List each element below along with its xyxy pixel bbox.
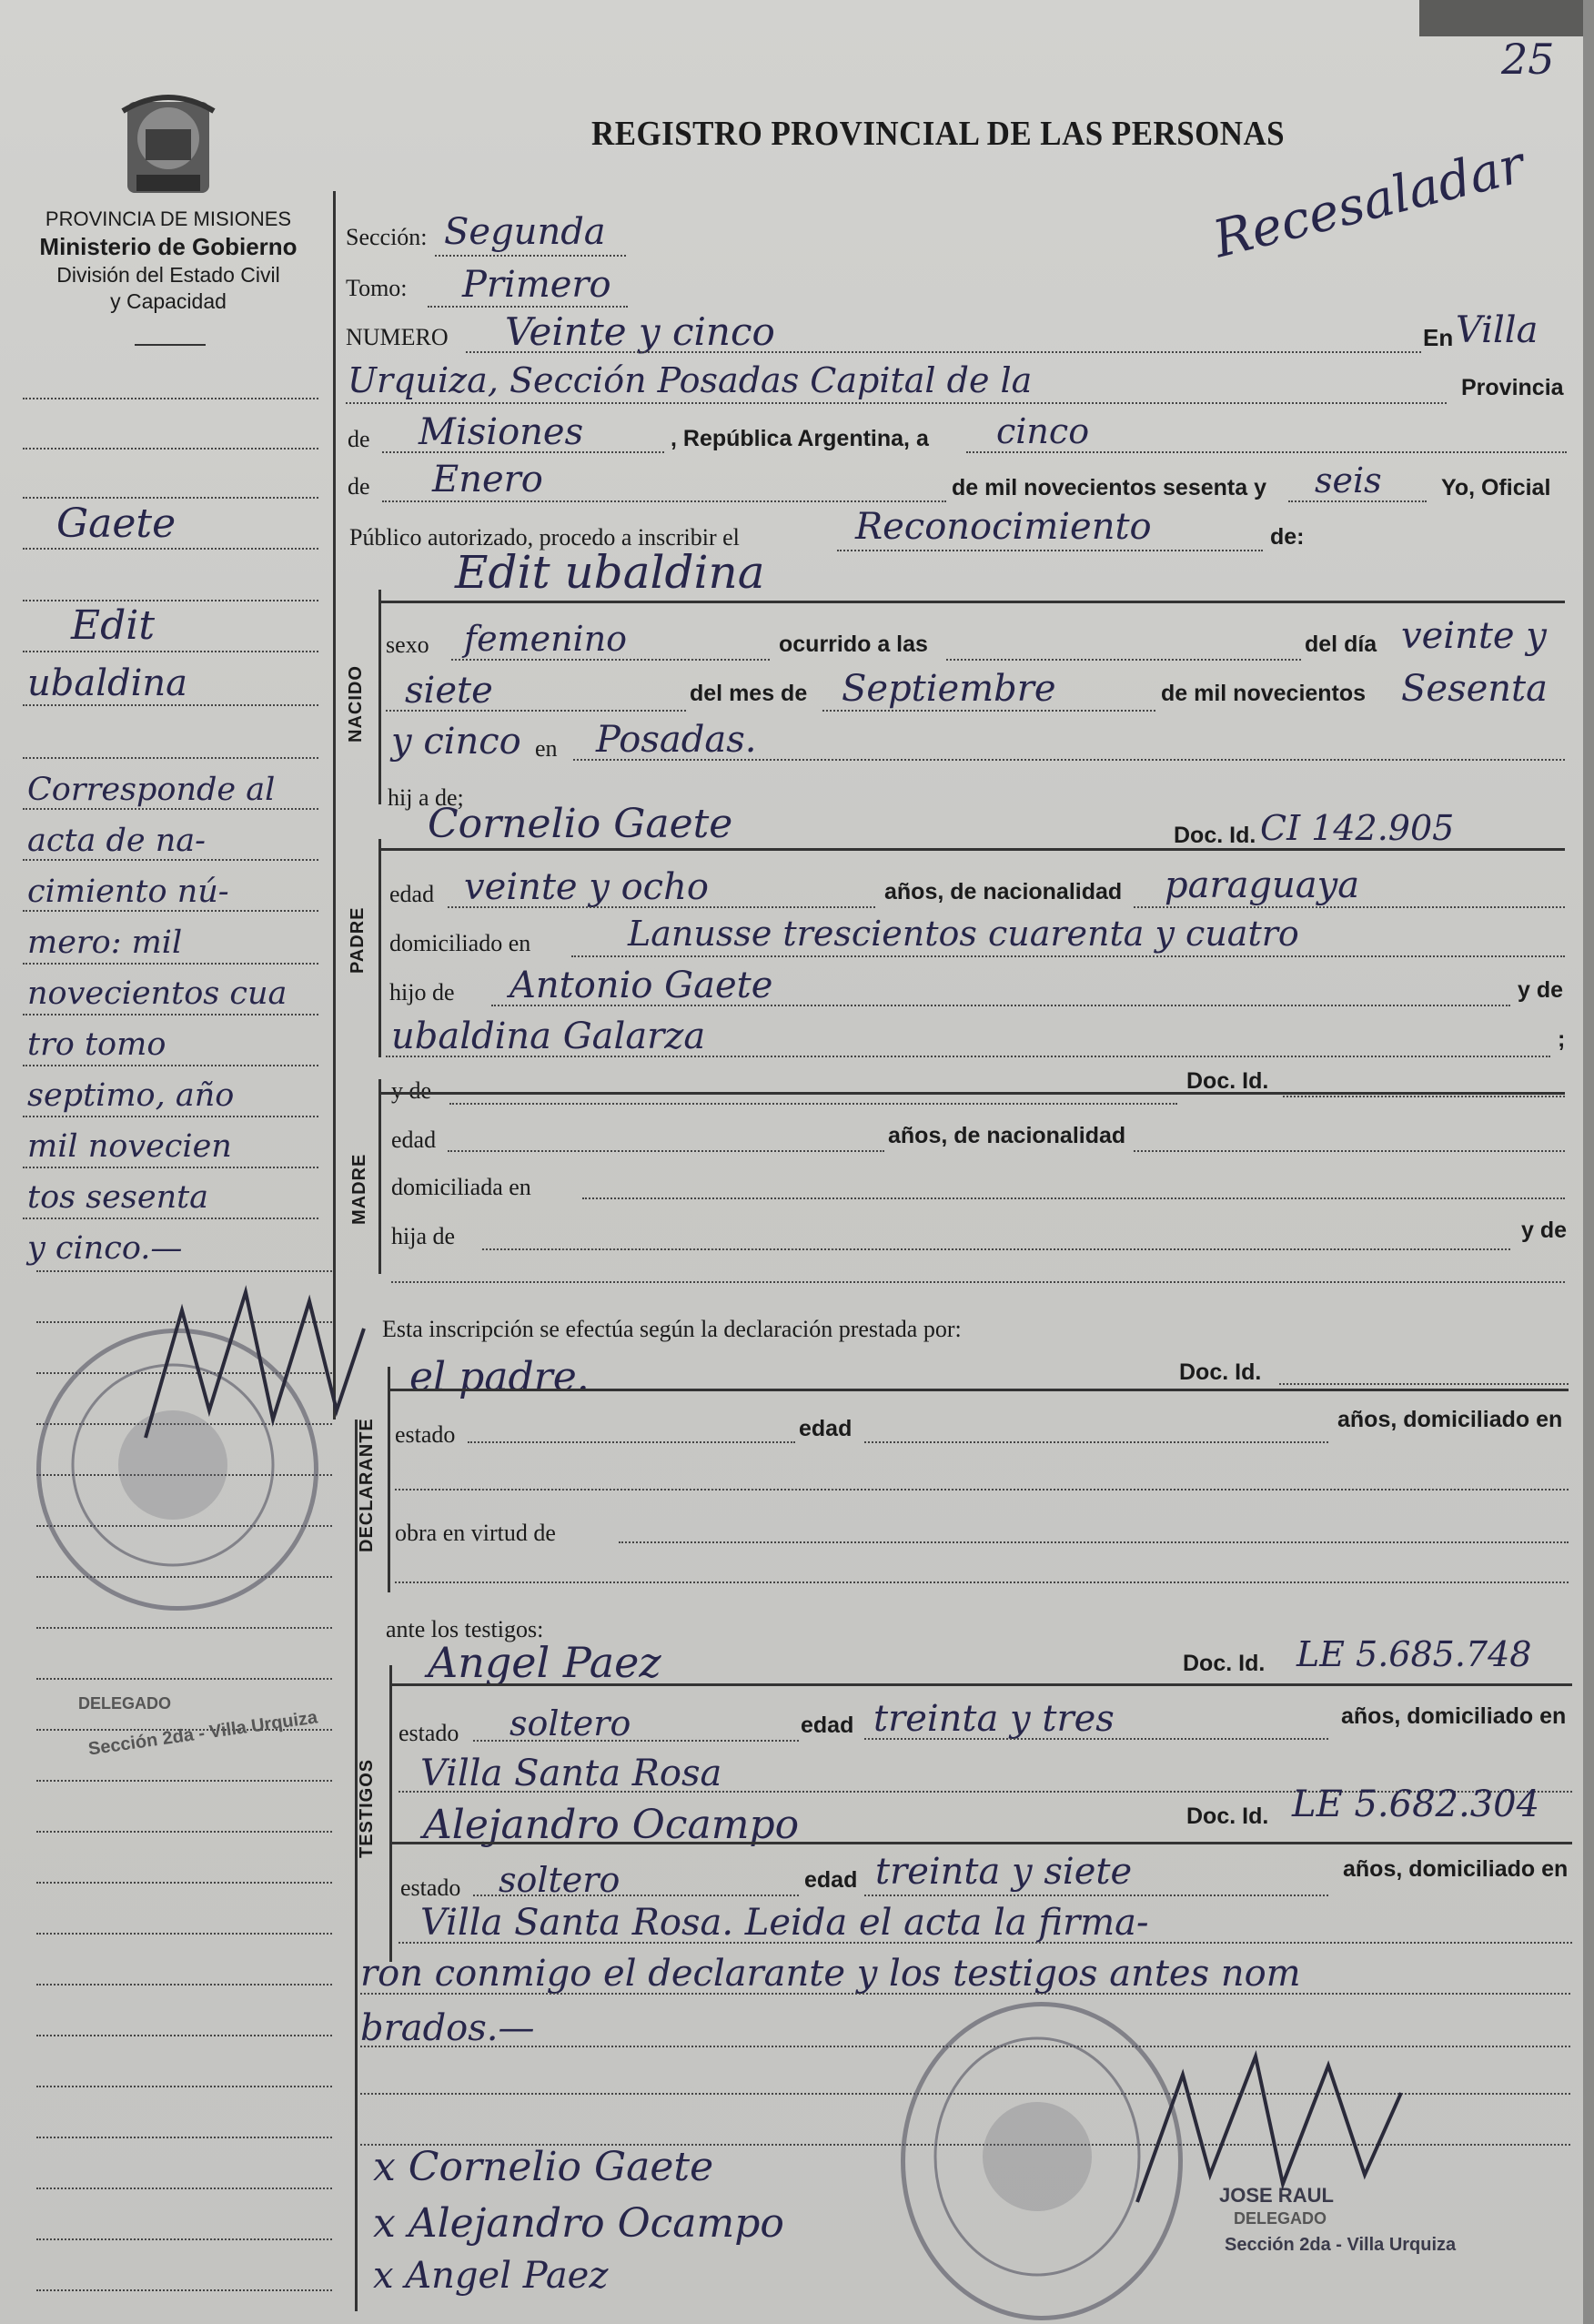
mother-nationality-label: años, de nacionalidad <box>888 1123 1126 1148</box>
witness-1-domicile-label: años, domiciliado en <box>1341 1703 1567 1729</box>
section-label: Sección: <box>346 224 428 250</box>
republica-label: , República Argentina, a <box>671 426 929 451</box>
margin-second-name: ubaldina <box>27 662 188 704</box>
padre-bracket <box>378 839 381 1057</box>
number-value: Veinte y cinco <box>505 309 775 354</box>
witness-2-doc: LE 5.682.304 <box>1292 1783 1540 1825</box>
father-nationality-value: paraguaya <box>1165 864 1360 906</box>
official-name: JOSE RAUL <box>1219 2184 1334 2207</box>
year-label: de mil novecientos sesenta y <box>952 475 1266 500</box>
header-divider <box>135 344 206 346</box>
division-label: División del Estado Civil <box>56 263 280 287</box>
ocurrido-label: ocurrido a las <box>779 632 928 657</box>
margin-note-line: septimo, año <box>27 1077 235 1114</box>
act-type-value: Reconocimiento <box>855 506 1152 548</box>
margin-note-line: mil novecien <box>27 1128 232 1165</box>
hijo-label: hij a de; <box>388 784 464 811</box>
de-colon-label: de: <box>1270 524 1305 550</box>
margin-note-line: y cinco.— <box>27 1230 183 1267</box>
madre-label: MADRE <box>349 1153 369 1225</box>
birth-year-label: de mil novecientos <box>1161 681 1367 706</box>
margin-note-line: novecientos cua <box>27 975 288 1012</box>
y-de-label: y de <box>1518 977 1564 1003</box>
official-signature-left <box>136 1274 373 1456</box>
provincia-label: Provincia <box>1461 375 1564 400</box>
witness-2-doc-label: Doc. Id. <box>1186 1804 1269 1829</box>
section-value: Segunda <box>444 211 606 253</box>
birth-day-value-2: siete <box>405 670 493 712</box>
official-section-left: Sección 2da - Villa Urquiza <box>86 1707 319 1760</box>
margin-note-line: mero: mil <box>27 925 183 961</box>
father-nationality-label: años, de nacionalidad <box>884 879 1123 904</box>
number-label: NUMERO <box>346 324 449 350</box>
declarante-label: DECLARANTE <box>357 1418 377 1552</box>
witness-1-domicile: Villa Santa Rosa <box>420 1753 722 1794</box>
margin-note <box>27 764 337 1274</box>
margin-note-line: tos sesenta <box>27 1179 209 1216</box>
witnesses-label: ante los testigos: <box>386 1616 544 1642</box>
margin-note-line: acta de na- <box>27 823 207 859</box>
witness-1-age-label: edad <box>801 1713 854 1738</box>
father-domicile-value: Lanusse trescientos cuarenta y cuatro <box>628 914 1299 954</box>
witness-2-state-label: estado <box>400 1874 461 1901</box>
declaration-label: Esta inscripción se efectúa según la declaración prestada por: <box>382 1316 962 1342</box>
father-domicile-label: domiciliado en <box>389 930 531 956</box>
father-doc-label: Doc. Id. <box>1174 823 1256 848</box>
mother-domicile-label: domiciliada en <box>391 1174 531 1200</box>
witness-2-age: treinta y siete <box>875 1851 1133 1893</box>
declarant-doc-label: Doc. Id. <box>1179 1359 1262 1385</box>
volume-value: Primero <box>462 264 611 306</box>
madre-bracket <box>378 1079 381 1274</box>
signature-father: x Cornelio Gaete <box>373 2144 714 2190</box>
place-value-1: Villa <box>1456 309 1539 351</box>
volume-label: Tomo: <box>346 275 408 301</box>
oficial-label: Yo, Oficial <box>1441 475 1551 500</box>
mother-y-de-label: y de <box>391 1077 432 1104</box>
mother-age-label: edad <box>391 1127 437 1153</box>
year-value: seis <box>1315 460 1382 500</box>
father-age-label: edad <box>389 881 435 907</box>
father-name: Cornelio Gaete <box>428 801 733 847</box>
father-parent-2: ubaldina Galarza <box>391 1015 706 1057</box>
margin-note-line: cimiento nú- <box>27 874 229 910</box>
de-label: de <box>348 426 370 452</box>
signature-witness-2: x Alejandro Ocampo <box>373 2200 784 2247</box>
father-parent-label: hijo de <box>389 979 455 1005</box>
nacido-label: NACIDO <box>346 665 366 743</box>
place-value-2: Urquiza, Sección Posadas Capital de la <box>348 360 1033 400</box>
witness-2-age-label: edad <box>804 1867 858 1893</box>
mother-parent-label: hija de <box>391 1223 456 1249</box>
page-edge-right <box>1583 0 1594 2324</box>
emblem-icon <box>109 84 227 202</box>
official-role: DELEGADO <box>1234 2209 1327 2228</box>
del-mes-label: del mes de <box>690 681 808 706</box>
province-label: PROVINCIA DE MISIONES <box>45 207 292 230</box>
father-parent-1: Antonio Gaete <box>509 965 773 1006</box>
margin-first-name: Edit <box>71 602 156 649</box>
day-value: cinco <box>996 411 1090 451</box>
witness-2-name: Alejandro Ocampo <box>423 1802 800 1848</box>
declarant-age-label: edad <box>799 1416 852 1441</box>
official-signature <box>1128 2038 1419 2220</box>
witness-1-underline <box>391 1683 1572 1686</box>
witness-1-state-label: estado <box>398 1720 459 1746</box>
closing-text-2: brados.— <box>360 2007 535 2049</box>
father-age-value: veinte y ocho <box>464 866 709 908</box>
sex-label: sexo <box>386 632 429 658</box>
birth-place-value: Posadas. <box>596 719 757 761</box>
witness-2-domicile-label: años, domiciliado en <box>1343 1856 1569 1882</box>
obra-label: obra en virtud de <box>395 1520 556 1546</box>
declarant-domicile-label: años, domiciliado en <box>1337 1407 1563 1432</box>
en-label: En <box>1423 324 1454 351</box>
birth-day-value-1: veinte y <box>1401 615 1547 657</box>
birth-year-value-2: y cinco <box>391 721 521 763</box>
official-role-left: DELEGADO <box>78 1694 172 1713</box>
name-underline <box>380 601 1565 603</box>
witness-1-doc: LE 5.685.748 <box>1296 1634 1532 1674</box>
witness-2-underline <box>391 1842 1572 1844</box>
testigos-bracket <box>389 1665 392 1962</box>
mother-doc-label: Doc. Id. <box>1186 1068 1269 1094</box>
ministry-label: Ministerio de Gobierno <box>39 233 298 260</box>
witness-2-state: soltero <box>499 1860 620 1900</box>
mother-y-de-label-2: y de <box>1521 1218 1568 1243</box>
del-dia-label: del día <box>1305 632 1377 657</box>
witness-1-doc-label: Doc. Id. <box>1183 1651 1266 1676</box>
witness-1-age: treinta y tres <box>873 1698 1115 1740</box>
margin-note-line: tro tomo <box>27 1026 166 1063</box>
semicolon: ; <box>1558 1026 1566 1052</box>
birth-year-value-1: Sesenta <box>1401 668 1548 710</box>
declarant-name: el padre. <box>409 1354 590 1400</box>
witness-2-domicile: Villa Santa Rosa. Leida el acta la firma- <box>420 1902 1149 1944</box>
page-edge <box>1419 0 1594 36</box>
margin-note-line: Corresponde al <box>27 772 276 808</box>
page-title: REGISTRO PROVINCIAL DE LAS PERSONAS <box>591 115 1286 153</box>
province-value: Misiones <box>419 411 584 453</box>
testigos-label: TESTIGOS <box>357 1758 377 1858</box>
nacido-bracket <box>378 590 381 804</box>
division-label-2: y Capacidad <box>110 289 227 313</box>
de-month-label: de <box>348 473 370 500</box>
official-section: Sección 2da - Villa Urquiza <box>1225 2235 1457 2255</box>
declarante-bracket <box>388 1367 390 1592</box>
signature-witness-1: x Angel Paez <box>373 2255 609 2297</box>
column-divider <box>333 191 336 1420</box>
declarant-underline <box>389 1389 1569 1391</box>
witness-1-state: soltero <box>509 1703 631 1743</box>
padre-label: PADRE <box>348 906 368 974</box>
mother-top-line <box>380 1092 1565 1095</box>
declarant-state-label: estado <box>395 1421 456 1448</box>
publico-label: Público autorizado, procedo a inscribir el <box>349 524 740 551</box>
sex-value: femenino <box>464 619 628 659</box>
father-underline <box>380 848 1565 851</box>
annotation-stamp-word: Recesaladar <box>1207 135 1530 270</box>
birth-month-value: Septiembre <box>842 668 1056 710</box>
closing-text-1: ron conmigo el declarante y los testigos antes nom <box>360 1953 1301 1995</box>
father-doc-value: CI 142.905 <box>1260 808 1455 848</box>
en-place-label: en <box>535 735 558 762</box>
margin-surname: Gaete <box>56 500 177 547</box>
month-value: Enero <box>432 459 543 500</box>
registered-name: Edit ubaldina <box>455 546 765 599</box>
column-divider-lower <box>355 1420 358 2311</box>
page-number: 25 <box>1501 35 1555 84</box>
witness-1-name: Angel Paez <box>428 1638 661 1687</box>
